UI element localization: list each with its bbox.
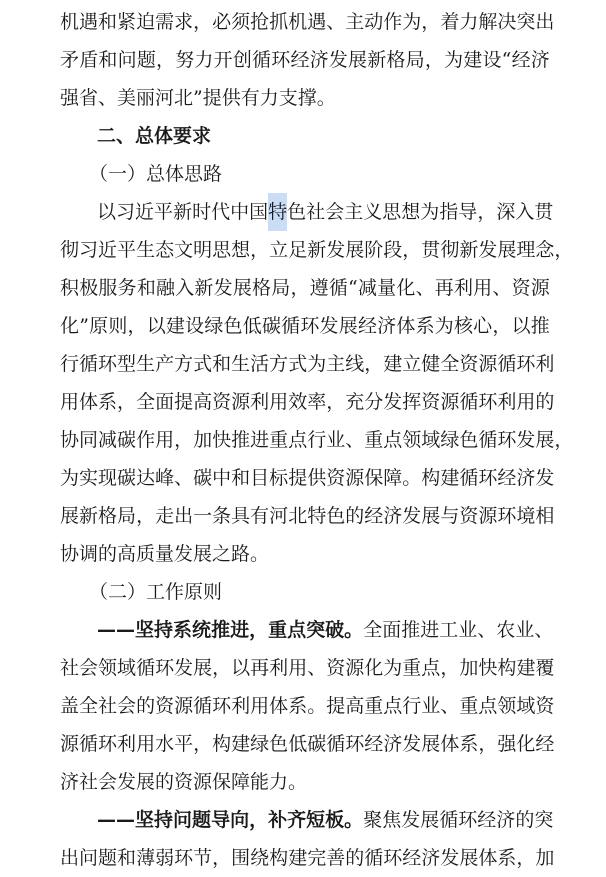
line-segment-char: 深 bbox=[496, 201, 516, 223]
principle-title-char: 重 bbox=[268, 619, 288, 641]
body-line bbox=[60, 3, 555, 41]
principle-title-char: 突 bbox=[306, 619, 326, 641]
principle-title-char: 题 bbox=[192, 809, 212, 831]
principle-line bbox=[97, 611, 554, 649]
principle-title-char: 导 bbox=[211, 809, 231, 831]
line-text: 积 极 服 务 和 融 入 新 发 展 格 局 ， 遵 循 “ 减 量 化 、 再 利 用 、 资 源 bbox=[60, 277, 550, 299]
line-segment-char: 推 bbox=[401, 619, 421, 641]
principle-title-char: — bbox=[116, 809, 135, 831]
body-line bbox=[60, 421, 574, 459]
section-heading bbox=[97, 117, 557, 155]
subsection-heading bbox=[89, 573, 549, 611]
line-segment-char: 贯 bbox=[534, 201, 554, 223]
heading-text: 二、总体要求 bbox=[97, 125, 212, 147]
line-text-mixed bbox=[97, 611, 554, 649]
line-segment-char: 时 bbox=[192, 201, 212, 223]
body-line bbox=[60, 383, 555, 421]
selection-highlight-char: 特 bbox=[268, 193, 287, 231]
line-segment-char: 国 bbox=[249, 201, 269, 223]
line-text: 为 实 现 碳 达 峰 、 碳 中 和 目 标 提 供 资 源 保 障 。 构 建 循 环 经 济 发 bbox=[60, 467, 555, 489]
line-segment-char: 面 bbox=[382, 619, 402, 641]
line-segment-char: 社 bbox=[306, 201, 326, 223]
line-segment-char: 工 bbox=[439, 619, 459, 641]
line-text: 社 会 领 域 循 环 发 展 ， 以 再 利 用 、 资 源 化 为 重 点 ， 加 快 构 建 覆 bbox=[60, 657, 555, 679]
principle-title-char: 。 bbox=[344, 809, 364, 831]
line-segment-char: 代 bbox=[211, 201, 231, 223]
line-segment-char: 焦 bbox=[382, 809, 402, 831]
line-segment-char: 义 bbox=[363, 201, 383, 223]
line-segment-char: 会 bbox=[325, 201, 345, 223]
line-text: 协调的高质量发展之路。 bbox=[60, 543, 270, 565]
line-text: 彻 习 近 平 生 态 文 明 思 想 ， 立 足 新 发 展 阶 段 ， 贯 彻 新 发 展 理 念 ， bbox=[60, 239, 574, 261]
principle-title-char: 板 bbox=[325, 809, 345, 831]
line-segment-char: 、 bbox=[534, 619, 554, 641]
line-text: 用 体 系 ， 全 面 提 高 资 源 利 用 效 率 ， 充 分 发 挥 资 源 循 环 利 用 的 bbox=[60, 391, 555, 413]
principle-title-char: 。 bbox=[344, 619, 364, 641]
line-segment-char: 主 bbox=[344, 201, 364, 223]
body-line bbox=[60, 269, 550, 307]
body-line bbox=[60, 345, 555, 383]
line-text: 矛 盾 和 问 题 ， 努 力 开 创 循 环 经 济 发 展 新 格 局 ， 为 建 设 “ 经 济 bbox=[60, 49, 550, 71]
line-text: 机 遇 和 紧 迫 需 求 ， 必 须 抢 抓 机 遇 、 主 动 作 为 ， 着 力 解 决 突 出 bbox=[60, 11, 555, 33]
line-segment-char: 经 bbox=[477, 809, 497, 831]
line-text: 强省、美丽河北”提供有力支撑。 bbox=[60, 87, 336, 109]
principle-title-char: 推 bbox=[211, 619, 231, 641]
line-text: 源 循 环 利 用 水 平 ， 构 建 绿 色 低 碳 循 环 经 济 发 展 体 系 ， 强 化 经 bbox=[60, 733, 555, 755]
line-segment-char: 农 bbox=[496, 619, 516, 641]
line-segment-char: 指 bbox=[439, 201, 459, 223]
subheading-text: （二）工作原则 bbox=[89, 581, 223, 603]
line-segment-char: 业 bbox=[515, 619, 535, 641]
line-segment-char: 、 bbox=[477, 619, 497, 641]
line-segment-char: 为 bbox=[420, 201, 440, 223]
subsection-heading bbox=[89, 155, 549, 193]
line-text: 化 ” 原 则 ， 以 建 设 绿 色 低 碳 循 环 发 展 经 济 体 系 为 核 心 ， 以 推 bbox=[60, 315, 550, 337]
line-segment-char: 发 bbox=[401, 809, 421, 831]
body-line bbox=[60, 725, 555, 763]
body-line bbox=[60, 649, 555, 687]
line-text-mixed bbox=[97, 193, 554, 231]
principle-title-char: 坚 bbox=[135, 809, 155, 831]
body-line bbox=[97, 193, 554, 231]
line-segment-char: 聚 bbox=[363, 809, 383, 831]
principle-title-char: 坚 bbox=[135, 619, 155, 641]
line-segment-char: 导 bbox=[458, 201, 478, 223]
principle-title-char: 统 bbox=[192, 619, 212, 641]
line-text: 协 同 减 碳 作 用 ， 加 快 推 进 重 点 行 业 、 重 点 领 域 绿 色 循 环 发 展 ， bbox=[60, 429, 574, 451]
line-segment-char: 进 bbox=[420, 619, 440, 641]
body-line bbox=[60, 535, 550, 573]
principle-title-char: 问 bbox=[173, 809, 193, 831]
line-segment-char: 济 bbox=[496, 809, 516, 831]
line-segment-char: 环 bbox=[458, 809, 478, 831]
body-line bbox=[60, 79, 550, 117]
subheading-text: （一）总体思路 bbox=[89, 163, 223, 185]
line-segment-char: 业 bbox=[458, 619, 478, 641]
line-segment-char: 习 bbox=[116, 201, 136, 223]
line-text: 展 新 格 局 ， 走 出 一 条 具 有 河 北 特 色 的 经 济 发 展 与 资 源 环 境 相 bbox=[60, 505, 555, 527]
line-text: 济社会发展的资源保障能力。 bbox=[60, 771, 308, 793]
line-segment-char: 中 bbox=[230, 201, 250, 223]
body-line bbox=[60, 687, 555, 725]
line-segment-char: 色 bbox=[287, 201, 307, 223]
line-segment-char: 入 bbox=[515, 201, 535, 223]
body-line bbox=[60, 231, 574, 269]
principle-title-char: 补 bbox=[268, 809, 288, 831]
line-segment-char: 展 bbox=[420, 809, 440, 831]
principle-title-char: 短 bbox=[306, 809, 326, 831]
principle-title-char: 点 bbox=[287, 619, 307, 641]
body-line bbox=[60, 497, 555, 535]
line-segment-char: 近 bbox=[135, 201, 155, 223]
line-text: 行 循 环 型 生 产 方 式 和 生 活 方 式 为 主 线 ， 建 立 健 全 资 源 循 环 利 bbox=[60, 353, 555, 375]
body-line bbox=[60, 459, 555, 497]
line-segment-char: 平 bbox=[154, 201, 174, 223]
principle-title-char: 系 bbox=[173, 619, 193, 641]
principle-title-char: 破 bbox=[325, 619, 345, 641]
line-segment-char: 思 bbox=[382, 201, 402, 223]
principle-title-char: — bbox=[97, 619, 116, 641]
principle-title-char: 向 bbox=[230, 809, 250, 831]
principle-title-char: ， bbox=[249, 809, 269, 831]
line-segment-char: 新 bbox=[173, 201, 193, 223]
principle-title-char: — bbox=[97, 809, 116, 831]
body-line bbox=[60, 307, 550, 345]
line-segment-char: 循 bbox=[439, 809, 459, 831]
body-line bbox=[60, 41, 550, 79]
line-text: 出 问 题 和 薄 弱 环 节 ， 围 绕 构 建 完 善 的 循 环 经 济 发 展 体 系 ， 加 bbox=[60, 847, 555, 869]
principle-line bbox=[97, 801, 554, 839]
line-segment-char: 的 bbox=[515, 809, 535, 831]
line-segment-char: 突 bbox=[534, 809, 554, 831]
principle-title-char: 持 bbox=[154, 619, 174, 641]
principle-title-char: 进 bbox=[230, 619, 250, 641]
principle-title-char: — bbox=[116, 619, 135, 641]
line-segment-char: 全 bbox=[363, 619, 383, 641]
body-line bbox=[60, 763, 550, 801]
line-segment-char: 以 bbox=[97, 201, 117, 223]
line-text: 盖 全 社 会 的 资 源 循 环 利 用 体 系 。 提 高 重 点 行 业 、 重 点 领 域 资 bbox=[60, 695, 555, 717]
line-segment-char: 想 bbox=[401, 201, 421, 223]
line-text-mixed bbox=[97, 801, 554, 839]
principle-title-char: 齐 bbox=[287, 809, 307, 831]
body-line bbox=[60, 839, 555, 877]
principle-title-char: 持 bbox=[154, 809, 174, 831]
principle-title-char: ， bbox=[249, 619, 269, 641]
line-segment-char: ， bbox=[477, 201, 497, 223]
